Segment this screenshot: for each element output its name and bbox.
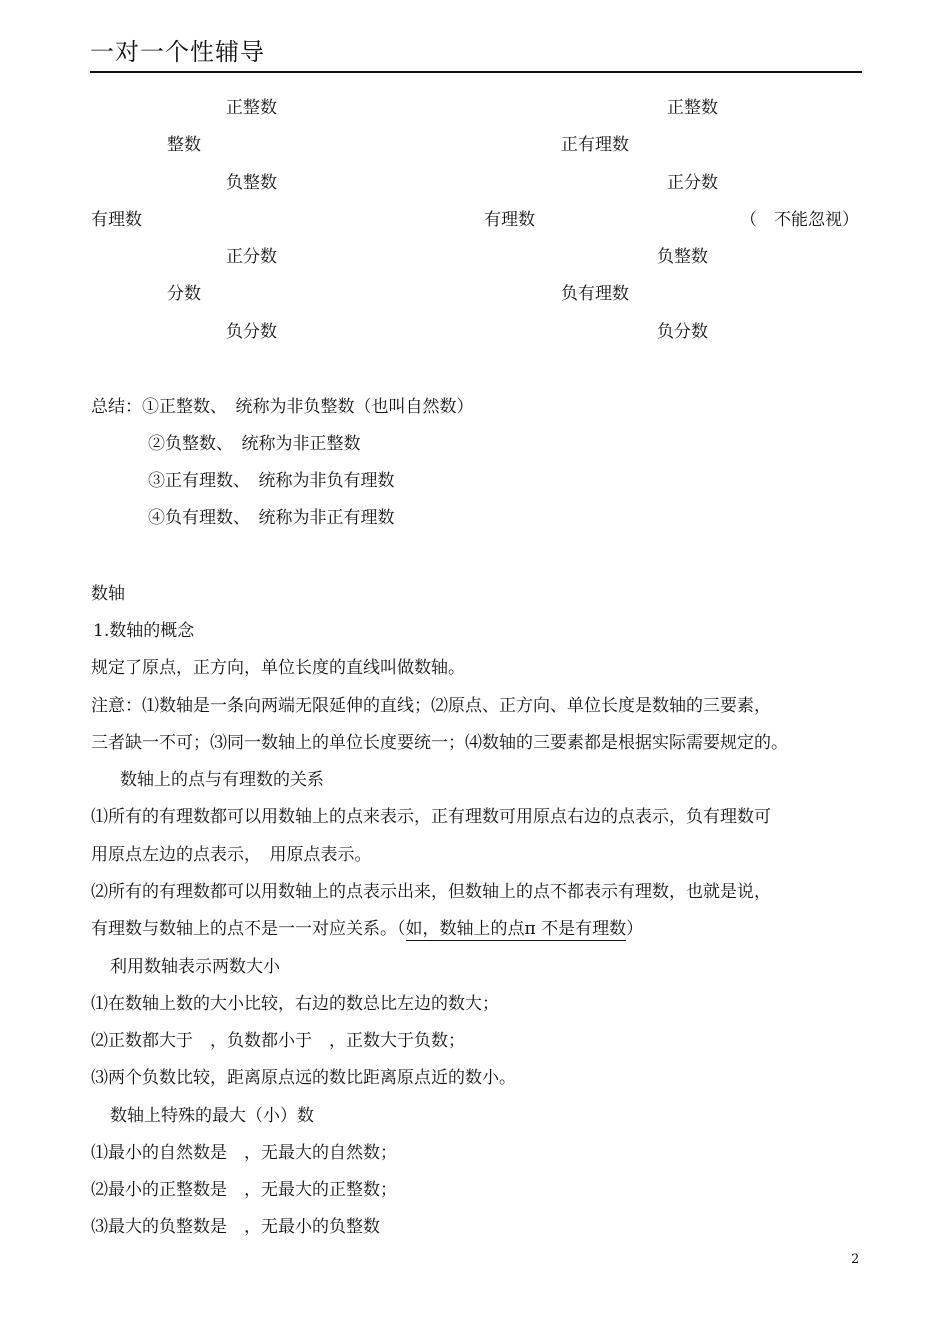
section-heading: 数轴 bbox=[91, 584, 125, 604]
definition: 规定了原点，正方向，单位长度的直线叫做数轴。 bbox=[91, 658, 465, 678]
left-fraction-group: 分数 bbox=[167, 284, 201, 304]
relation-title: 数轴上的点与有理数的关系 bbox=[120, 770, 324, 790]
right-pos-frac: 正分数 bbox=[667, 173, 718, 193]
page-number: 2 bbox=[851, 1252, 860, 1267]
relation-2b-example: 如，数轴上的点π 不是有理数 bbox=[405, 919, 627, 939]
note-line-2: 三者缺一不可；⑶同一数轴上的单位长度要统一；⑷数轴的三要素都是根据实际需要规定的。 bbox=[91, 733, 788, 753]
summary-line-1: 总结：①正整数、 统称为非负整数（也叫自然数） bbox=[91, 397, 474, 417]
relation-1b: 用原点左边的点表示， 用原点表示。 bbox=[91, 845, 372, 865]
left-pos-frac: 正分数 bbox=[226, 247, 277, 267]
right-neg-frac: 负分数 bbox=[657, 322, 708, 342]
compare-2: ⑵正数都大于 ，负数都小于 ，正数大于负数； bbox=[91, 1031, 465, 1051]
page-title: 一对一个性辅导 bbox=[90, 38, 265, 66]
right-neg-int: 负整数 bbox=[657, 247, 708, 267]
relation-1a: ⑴所有的有理数都可以用数轴上的点来表示，正有理数可用原点右边的点表示，负有理数可 bbox=[91, 807, 771, 827]
special-title: 数轴上特殊的最大（小）数 bbox=[110, 1106, 314, 1126]
note-line-1: 注意：⑴数轴是一条向两端无限延伸的直线；⑵原点、正方向、单位长度是数轴的三要素， bbox=[91, 696, 771, 716]
relation-2b bbox=[91, 919, 643, 939]
left-pos-int: 正整数 bbox=[226, 98, 277, 118]
relation-2b-end: ） bbox=[626, 919, 644, 939]
header-divider bbox=[90, 71, 862, 73]
special-3: ⑶最大的负整数是 ，无最小的负整数 bbox=[91, 1217, 380, 1237]
right-root: 有理数 bbox=[484, 210, 535, 230]
concept-title: 1.数轴的概念 bbox=[93, 621, 195, 641]
special-1: ⑴最小的自然数是 ，无最大的自然数； bbox=[91, 1143, 397, 1163]
compare-title: 利用数轴表示两数大小 bbox=[110, 957, 280, 977]
relation-2a: ⑵所有的有理数都可以用数轴上的点表示出来，但数轴上的点不都表示有理数，也就是说， bbox=[91, 882, 771, 902]
left-root: 有理数 bbox=[91, 210, 142, 230]
summary-line-2: ②负整数、 统称为非正整数 bbox=[148, 434, 361, 454]
right-pos-group: 正有理数 bbox=[561, 135, 629, 155]
right-pos-int: 正整数 bbox=[667, 98, 718, 118]
summary-line-4: ④负有理数、 统称为非正有理数 bbox=[148, 508, 395, 528]
special-2: ⑵最小的正整数是 ，无最大的正整数； bbox=[91, 1180, 397, 1200]
right-neg-group: 负有理数 bbox=[561, 284, 629, 304]
compare-3: ⑶两个负数比较，距离原点远的数比距离原点近的数小。 bbox=[91, 1068, 516, 1088]
left-neg-frac: 负分数 bbox=[226, 322, 277, 342]
compare-1: ⑴在数轴上数的大小比较，右边的数总比左边的数大； bbox=[91, 994, 499, 1014]
summary-line-3: ③正有理数、 统称为非负有理数 bbox=[148, 471, 395, 491]
left-integer-group: 整数 bbox=[167, 135, 201, 155]
right-note: （ 不能忽视） bbox=[740, 210, 859, 230]
left-neg-int: 负整数 bbox=[226, 173, 277, 193]
relation-2b-main: 有理数与数轴上的点不是一一对应关系。（ bbox=[91, 919, 406, 939]
